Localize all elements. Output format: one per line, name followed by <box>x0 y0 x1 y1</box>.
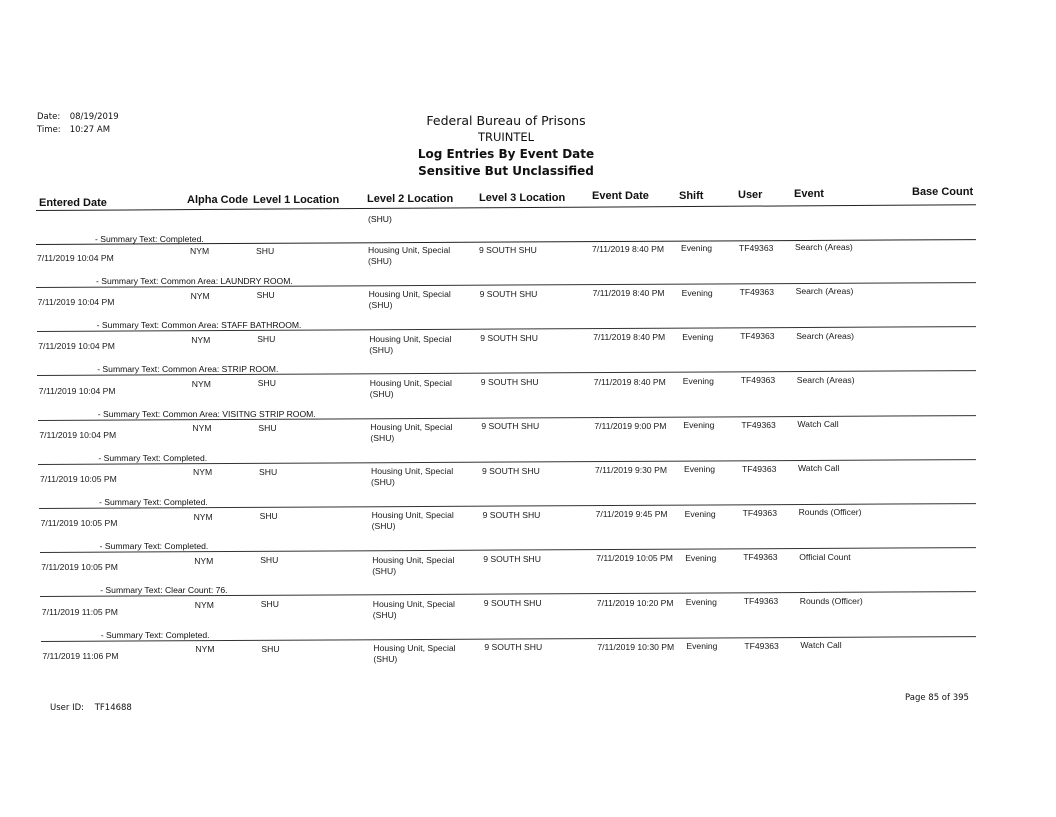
level3-location-cell: 9 SOUTH SHU <box>483 554 541 564</box>
event-cell: Rounds (Officer) <box>799 595 863 606</box>
summary-text: - Summary Text: Common Area: VISITNG STRIP ROOM. <box>97 408 316 419</box>
time-label: Time: <box>37 125 61 135</box>
table-row <box>0 286 1056 335</box>
summary-text: - Summary Text: Common Area: STAFF BATHROOM. <box>96 320 302 331</box>
entered-date-cell: 7/11/2019 11:06 PM <box>42 650 119 661</box>
level2-location-cell: Housing Unit, Special (SHU) <box>368 289 451 311</box>
entered-date-cell: 7/11/2019 10:04 PM <box>38 385 116 396</box>
event-cell: Watch Call <box>797 419 839 429</box>
date-value: 08/19/2019 <box>69 112 119 122</box>
level2-location-cell: Housing Unit, Special (SHU) <box>368 245 451 267</box>
summary-text: - Summary Text: Completed. <box>99 541 209 552</box>
header-base-count: Base Count <box>912 186 974 198</box>
user-cell: TF49363 <box>740 331 775 342</box>
summary-text: - Summary Text: Completed. <box>99 497 208 507</box>
summary-text: - Summary Text: Completed. <box>100 629 210 640</box>
event-date-cell: 7/11/2019 10:05 PM <box>596 553 673 564</box>
level2-location-cell: Housing Unit, Special (SHU) <box>369 377 452 399</box>
header-rule <box>36 204 976 211</box>
event-date-cell: 7/11/2019 9:00 PM <box>594 420 667 431</box>
user-id-label: User ID: <box>50 703 84 713</box>
level1-location-cell: SHU <box>257 378 276 389</box>
event-date-cell: 7/11/2019 8:40 PM <box>592 288 665 299</box>
table-row <box>0 640 1056 689</box>
report-title: Log Entries By Event Date <box>417 147 595 161</box>
entered-date-cell: 7/11/2019 10:05 PM <box>40 518 118 529</box>
level3-location-cell: 9 SOUTH SHU <box>483 598 542 609</box>
event-date-cell: 7/11/2019 8:40 PM <box>593 376 666 387</box>
user-cell: TF49363 <box>743 552 778 563</box>
user-cell: TF49363 <box>742 463 777 474</box>
level3-location-cell: 9 SOUTH SHU <box>484 642 543 653</box>
header-entered-date: Entered Date <box>39 197 107 209</box>
user-cell: TF49363 <box>741 419 776 430</box>
user-cell: TF49363 <box>740 375 776 386</box>
event-cell: Search (Areas) <box>796 330 854 341</box>
level2-location-cell: Housing Unit, Special (SHU) <box>373 643 456 664</box>
shift-cell: Evening <box>682 376 714 386</box>
header-shift: Shift <box>679 190 704 202</box>
shift-cell: Evening <box>684 464 716 475</box>
level1-location-cell: SHU <box>257 334 276 345</box>
event-date-cell: 7/11/2019 8:40 PM <box>593 332 666 343</box>
table-row <box>0 374 1056 424</box>
user-id-value: TF14688 <box>94 703 132 713</box>
summary-text: - Summary Text: Completed. <box>95 234 204 244</box>
alpha-code-cell: NYM <box>194 555 214 566</box>
summary-text: - Summary Text: Completed. <box>98 452 208 463</box>
event-date-cell: 7/11/2019 10:30 PM <box>597 641 675 652</box>
entered-date-cell: 7/11/2019 10:04 PM <box>39 429 117 440</box>
entered-date-cell: 7/11/2019 10:05 PM <box>40 474 117 484</box>
header-level2-location: Level 2 Location <box>367 193 454 205</box>
event-cell: Watch Call <box>800 640 842 650</box>
level3-location-cell: 9 SOUTH SHU <box>481 421 540 432</box>
report-date <box>37 112 119 122</box>
level1-location-cell: SHU <box>256 290 275 300</box>
alpha-code-cell: NYM <box>193 467 213 478</box>
level2-location-cell: Housing Unit, Special (SHU) <box>372 554 455 576</box>
shift-cell: Evening <box>686 641 718 652</box>
report-title-block <box>380 112 632 180</box>
shift-cell: Evening <box>682 331 714 342</box>
entered-date-cell: 7/11/2019 10:04 PM <box>38 341 115 352</box>
time-value: 10:27 AM <box>69 125 111 135</box>
level2-location-cell: Housing Unit, Special (SHU) <box>371 466 454 488</box>
header-level3-location: Level 3 Location <box>479 192 566 204</box>
shift-cell: Evening <box>681 243 713 254</box>
page-number: Page 85 of 395 <box>905 693 969 703</box>
user-cell: TF49363 <box>743 596 779 607</box>
report-time <box>37 125 110 135</box>
level1-location-cell: SHU <box>260 555 279 566</box>
table-row <box>0 330 1056 379</box>
entered-date-cell: 7/11/2019 10:05 PM <box>41 562 118 573</box>
header-event: Event <box>794 188 824 200</box>
event-cell: Search (Areas) <box>795 242 853 253</box>
date-label: Date: <box>37 112 61 122</box>
table-row <box>0 463 1056 512</box>
level1-location-cell: SHU <box>259 511 278 521</box>
table-row <box>0 242 1056 291</box>
entered-date-cell: 7/11/2019 10:04 PM <box>37 253 114 263</box>
level3-location-cell: 9 SOUTH SHU <box>482 465 540 476</box>
table-row <box>0 507 1056 556</box>
alpha-code-cell: NYM <box>195 644 215 655</box>
event-date-cell: 7/11/2019 8:40 PM <box>592 244 664 254</box>
event-date-cell: 7/11/2019 9:45 PM <box>595 509 668 520</box>
alpha-code-cell: NYM <box>193 511 213 522</box>
event-date-cell: 7/11/2019 9:30 PM <box>595 465 667 475</box>
entered-date-cell: 7/11/2019 11:05 PM <box>41 606 118 617</box>
shift-cell: Evening <box>684 508 716 519</box>
summary-text: - Summary Text: Common Area: LAUNDRY ROOM. <box>96 276 293 286</box>
shift-cell: Evening <box>685 552 717 563</box>
level2-location-cell: Housing Unit, Special (SHU) <box>369 333 452 355</box>
entered-date-cell: 7/11/2019 10:04 PM <box>37 297 115 308</box>
level1-location-cell: SHU <box>259 466 278 477</box>
event-cell: Watch Call <box>798 463 840 474</box>
level1-location-cell: SHU <box>261 643 280 654</box>
user-cell: TF49363 <box>739 242 774 253</box>
table-row <box>0 551 1056 600</box>
level2-location-cell: Housing Unit, Special (SHU) <box>372 598 455 620</box>
alpha-code-cell: NYM <box>194 600 214 610</box>
shift-cell: Evening <box>681 287 713 298</box>
header-user: User <box>738 189 763 201</box>
event-cell: Search (Areas) <box>796 374 855 385</box>
summary-text: - Summary Text: Clear Count: 76. <box>100 585 228 596</box>
alpha-code-cell: NYM <box>191 334 211 345</box>
level3-location-cell: 9 SOUTH SHU <box>479 288 538 299</box>
header-level1-location: Level 1 Location <box>253 194 340 206</box>
level2-location-cell: Housing Unit, Special (SHU) <box>371 510 454 532</box>
classification-label: Sensitive But Unclassified <box>418 164 594 178</box>
continued-level2-cell: (SHU) <box>368 214 392 224</box>
system-title: TRUINTEL <box>477 130 535 144</box>
user-cell: TF49363 <box>742 508 777 518</box>
level3-location-cell: 9 SOUTH SHU <box>480 377 539 388</box>
shift-cell: Evening <box>683 420 715 431</box>
level2-location-cell: Housing Unit, Special (SHU) <box>370 422 453 443</box>
alpha-code-cell: NYM <box>190 290 210 301</box>
event-cell: Search (Areas) <box>795 286 854 297</box>
header-alpha-code: Alpha Code <box>187 194 249 206</box>
user-cell: TF49363 <box>739 287 774 297</box>
level1-location-cell: SHU <box>258 422 277 433</box>
table-row <box>0 595 1056 645</box>
user-cell: TF49363 <box>744 640 779 651</box>
level1-location-cell: SHU <box>260 599 279 610</box>
table-row <box>0 419 1056 468</box>
footer-user-id <box>50 703 132 713</box>
event-cell: Rounds (Officer) <box>798 507 862 518</box>
event-cell: Official Count <box>799 551 851 562</box>
header-event-date: Event Date <box>592 190 649 202</box>
level3-location-cell: 9 SOUTH SHU <box>479 244 537 255</box>
agency-title: Federal Bureau of Prisons <box>426 113 586 128</box>
summary-text: - Summary Text: Common Area: STRIP ROOM. <box>97 364 279 375</box>
level3-location-cell: 9 SOUTH SHU <box>480 333 538 343</box>
alpha-code-cell: NYM <box>192 423 212 434</box>
level1-location-cell: SHU <box>256 245 275 256</box>
level3-location-cell: 9 SOUTH SHU <box>482 509 541 520</box>
shift-cell: Evening <box>685 597 717 607</box>
event-date-cell: 7/11/2019 10:20 PM <box>596 597 674 608</box>
alpha-code-cell: NYM <box>190 246 210 257</box>
alpha-code-cell: NYM <box>191 379 211 389</box>
